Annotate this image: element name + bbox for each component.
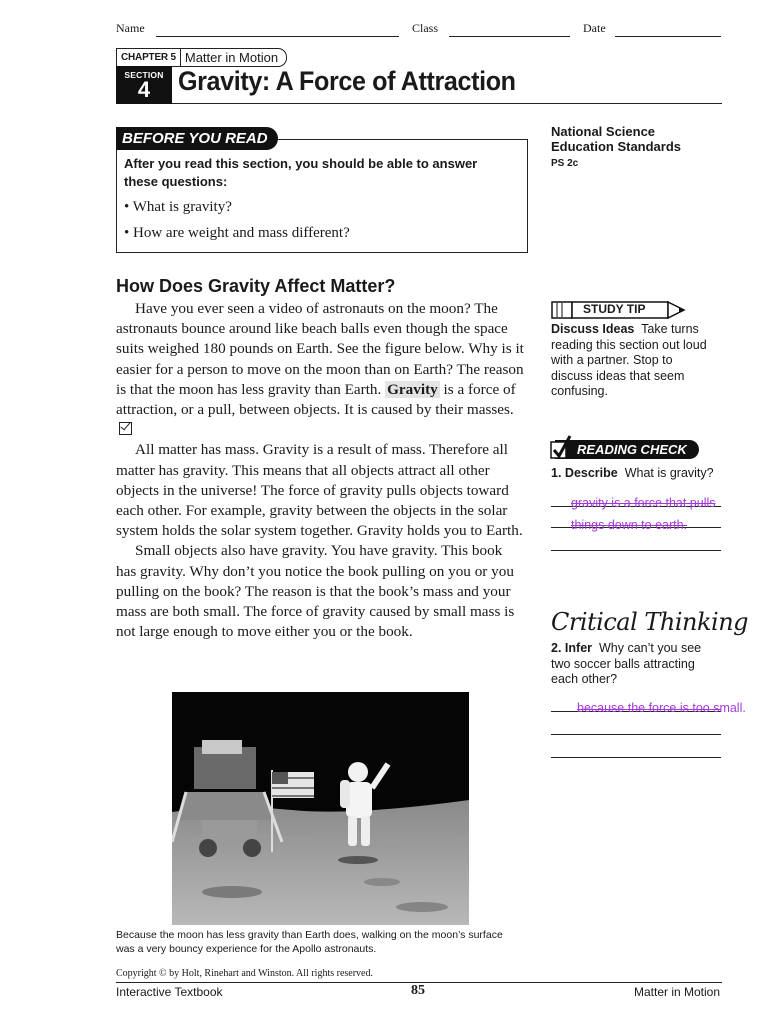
page-title: Gravity: A Force of Attraction bbox=[178, 66, 516, 96]
reading-check-text: What is gravity? bbox=[624, 466, 714, 480]
reading-checkbox-icon[interactable] bbox=[119, 422, 132, 435]
before-you-read-tab: BEFORE YOU READ bbox=[116, 127, 278, 150]
question-text: What is gravity? bbox=[132, 199, 232, 215]
checkmark-icon bbox=[550, 434, 572, 460]
reading-check-tab: READING CHECK bbox=[555, 440, 699, 459]
study-tip-label: STUDY TIP bbox=[583, 302, 646, 316]
page-number: 85 bbox=[411, 983, 425, 998]
study-tip-body: Take turns reading this section out loud with a partner. Stop to discuss ideas that seem confusing. bbox=[551, 322, 707, 398]
handwritten-answer: because the force is too small. bbox=[577, 701, 746, 715]
question-item: • What is gravity? bbox=[124, 199, 232, 215]
section-number: 4 bbox=[137, 77, 151, 102]
critical-thinking-verb: Infer bbox=[564, 641, 593, 655]
answer-line[interactable] bbox=[551, 550, 721, 551]
moon-scene-illustration bbox=[172, 692, 469, 925]
class-field[interactable] bbox=[449, 36, 570, 37]
reading-check-verb: Describe bbox=[564, 466, 618, 480]
critical-thinking-heading: Critical Thinking bbox=[551, 608, 749, 636]
study-tip-bold: Discuss Ideas bbox=[551, 322, 635, 336]
critical-thinking-question bbox=[551, 641, 719, 688]
vocab-term-gravity: Gravity bbox=[387, 380, 438, 398]
chapter-pill bbox=[116, 48, 287, 67]
footer-book-title: Interactive Textbook bbox=[116, 985, 223, 999]
standards-title-line1: National Science bbox=[551, 124, 656, 139]
paragraph-1-end: is a force of attraction, or a pull, between objects. It is caused by their masses. bbox=[116, 380, 516, 419]
paragraph-1-start: Have you ever seen a video of astronauts on the moon? The astronauts bounce around like beach balls even though the space suits weighed 180 pounds on Earth. See the figure below. Why is it easier for a person to move on the moon than on Earth? The reason is that the moon has less gravity than Earth. bbox=[116, 300, 524, 398]
paragraph-1 bbox=[116, 299, 524, 440]
copyright-notice: Copyright © by Holt, Rinehart and Winston. All rights reserved. bbox=[116, 968, 373, 979]
question-text: How are weight and mass different? bbox=[133, 225, 350, 241]
section-badge bbox=[116, 66, 172, 104]
footer-chapter-title: Matter in Motion bbox=[634, 985, 721, 999]
before-you-read-intro: After you read this section, you should be able to answer these questions: bbox=[124, 156, 478, 189]
title-rule bbox=[172, 103, 722, 104]
study-tip-banner bbox=[551, 301, 691, 319]
chapter-tag: CHAPTER 5 bbox=[117, 49, 181, 66]
main-text bbox=[116, 299, 524, 642]
photo-caption: Because the moon has less gravity than Earth does, walking on the moon’s surface was a very bouncy experience for the Apollo astronauts. bbox=[116, 929, 503, 955]
standards-title-line2: Education Standards bbox=[551, 139, 682, 154]
date-field[interactable] bbox=[615, 36, 721, 37]
handwritten-answer: gravity is a force that pulls bbox=[571, 496, 716, 510]
standards-title bbox=[551, 124, 681, 154]
name-label: Name bbox=[116, 21, 145, 35]
strikeout-mark bbox=[577, 709, 721, 710]
class-label: Class bbox=[412, 21, 439, 35]
name-field[interactable] bbox=[156, 36, 399, 37]
study-tip-text bbox=[551, 322, 711, 400]
section-heading: How Does Gravity Affect Matter? bbox=[116, 276, 396, 296]
section-label: SECTION bbox=[124, 70, 164, 80]
answer-line[interactable] bbox=[551, 757, 721, 758]
astronaut-photo bbox=[172, 692, 469, 925]
paragraph-2: All matter has mass. Gravity is a result of mass. Therefore all matter has gravity. This means that all objects attract all other objects in the universe! The force of gravity pulls objects toward each other. For example, gravity between the objects in the solar system holds the solar system together. Gravity holds you to Earth. bbox=[116, 441, 523, 540]
critical-thinking-text: Why can’t you see two soccer balls attracting each other? bbox=[551, 641, 702, 686]
question-item: • How are weight and mass different? bbox=[124, 225, 350, 241]
handwritten-answer: things down to earth. bbox=[571, 518, 688, 532]
standards-code: PS 2c bbox=[551, 158, 579, 169]
date-label: Date bbox=[583, 21, 606, 35]
chapter-name: Matter in Motion bbox=[184, 50, 279, 65]
paragraph-3: Small objects also have gravity. You have gravity. This book has gravity. Why don’t you notice the book pulling on you or you pulling on the book? The reason is that the book’s mass and your mass are both small. The force of gravity caused by small mass is not large enough to move either you or the book. bbox=[116, 542, 515, 641]
critical-thinking-number: 2. bbox=[551, 641, 562, 655]
answer-line[interactable] bbox=[551, 734, 721, 735]
reading-check-question bbox=[551, 466, 721, 482]
reading-check-number: 1. bbox=[551, 466, 562, 480]
